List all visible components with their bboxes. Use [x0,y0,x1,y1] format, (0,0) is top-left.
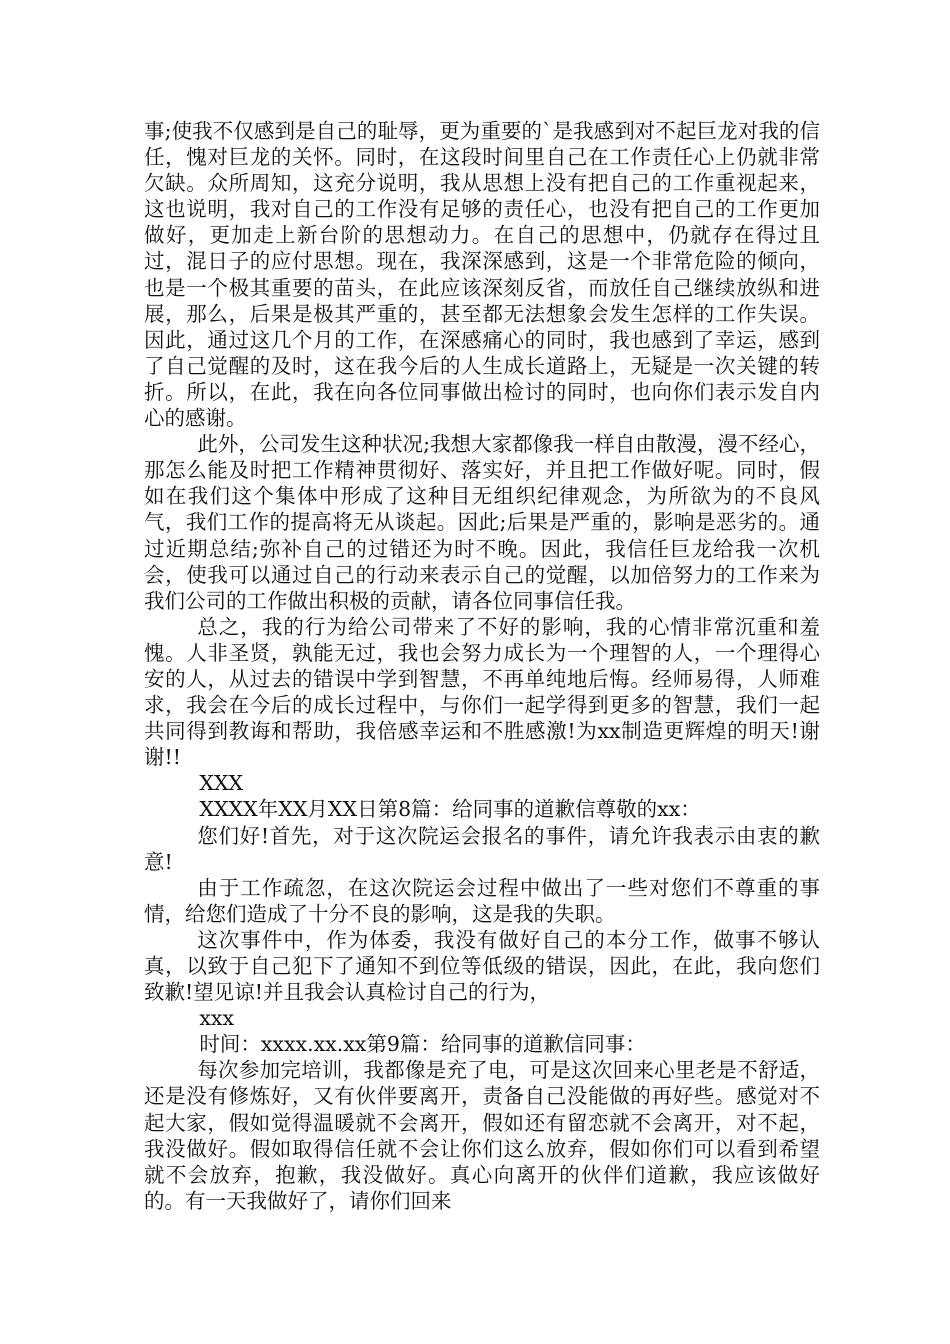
document-body [144,118,820,1214]
paragraph-training: 每次参加完培训，我都像是充了电，可是这次回来心里老是不舒适，还是没有修炼好，又有伙伴要离开，责备自己没能做的再好些。感觉对不起大家，假如觉得温暖就不会离开，假如还有留恋就不会离开，对不起，我没做好。假如取得信任就不会让你们这么放弃，假如你们可以看到希望就不会放弃，抱歉，我没做好。真心向离开的伙伴们道歉，我应该做好的。有一天我做好了，请你们回来 [144,1058,820,1213]
date-and-heading-8: XXXX年XX月XX日第8篇：给同事的道歉信尊敬的xx： [199,797,701,822]
paragraph-incident: 这次事件中，作为体委，我没有做好自己的本分工作，做事不够认真，以致于自己犯下了通知不到位等低级的错误，因此，在此，我向您们致歉!望见谅!并且我会认真检讨自己的行为， [144,927,820,1005]
paragraph-apology-continued: 事;使我不仅感到是自己的耻辱，更为重要的`是我感到对不起巨龙对我的信任，愧对巨龙的关怀。同时，在这段时间里自己在工作责任心上仍就非常欠缺。众所周知，这充分说明，我从思想上没有把自己的工作重视起来，这也说明，我对自己的工作没有足够的责任心，也没有把自己的工作更加做好，更加走上新台阶的思想动力。在自己的思想中，仍就存在得过且过，混日子的应付思想。现在，我深深感到，这是一个非常危险的倾向，也是一个极其重要的苗头，在此应该深刻反省，而放任自己继续放纵和进展，那么，后果是极其严重的，甚至都无法想象会发生怎样的工作失误。因此，通过这几个月的工作，在深感痛心的同时，我也感到了幸运，感到了自己觉醒的及时，这在我今后的人生成长道路上，无疑是一次关键的转折。所以，在此，我在向各位同事做出检讨的同时，也向你们表示发自内心的感谢。 [144,119,820,431]
signature-line: XXX [199,771,244,796]
time-and-heading-9: 时间：xxxx.xx.xx第9篇：给同事的道歉信同事： [199,1032,646,1057]
signature-line-2: xxx [199,1006,235,1031]
paragraph-negligence: 由于工作疏忽，在这次院运会过程中做出了一些对您们不尊重的事情，给您们造成了十分不良的影响，这是我的失职。 [144,875,820,926]
paragraph-in-summary: 总之，我的行为给公司带来了不好的影响，我的心情非常沉重和羞愧。人非圣贤，孰能无过，我也会努力成长为一个理智的人，一个理得心安的人，从过去的错误中学到智慧，不再单纯地后悔。经师易得，人师难求，我会在今后的成长过程中，与你们一起学得到更多的智慧，我们一起共同得到教诲和帮助，我倍感幸运和不胜感激!为xx制造更辉煌的明天!谢谢!! [144,614,820,770]
paragraph-greeting: 您们好!首先，对于这次院运会报名的事件，请允许我表示由衷的歉意! [144,823,820,874]
paragraph-besides: 此外，公司发生这种状况;我想大家都像我一样自由散漫，漫不经心，那怎么能及时把工作精神贯彻好、落实好，并且把工作做好呢。同时，假如在我们这个集体中形成了这种目无组织纪律观念，为所欲为的不良风气，我们工作的提高将无从谈起。因此;后果是严重的，影响是恶劣的。通过近期总结;弥补自己的过错还为时不晚。因此，我信任巨龙给我一次机会，使我可以通过自己的行动来表示自己的觉醒，以加倍努力的工作来为我们公司的工作做出积极的贡献，请各位同事信任我。 [144,432,820,613]
